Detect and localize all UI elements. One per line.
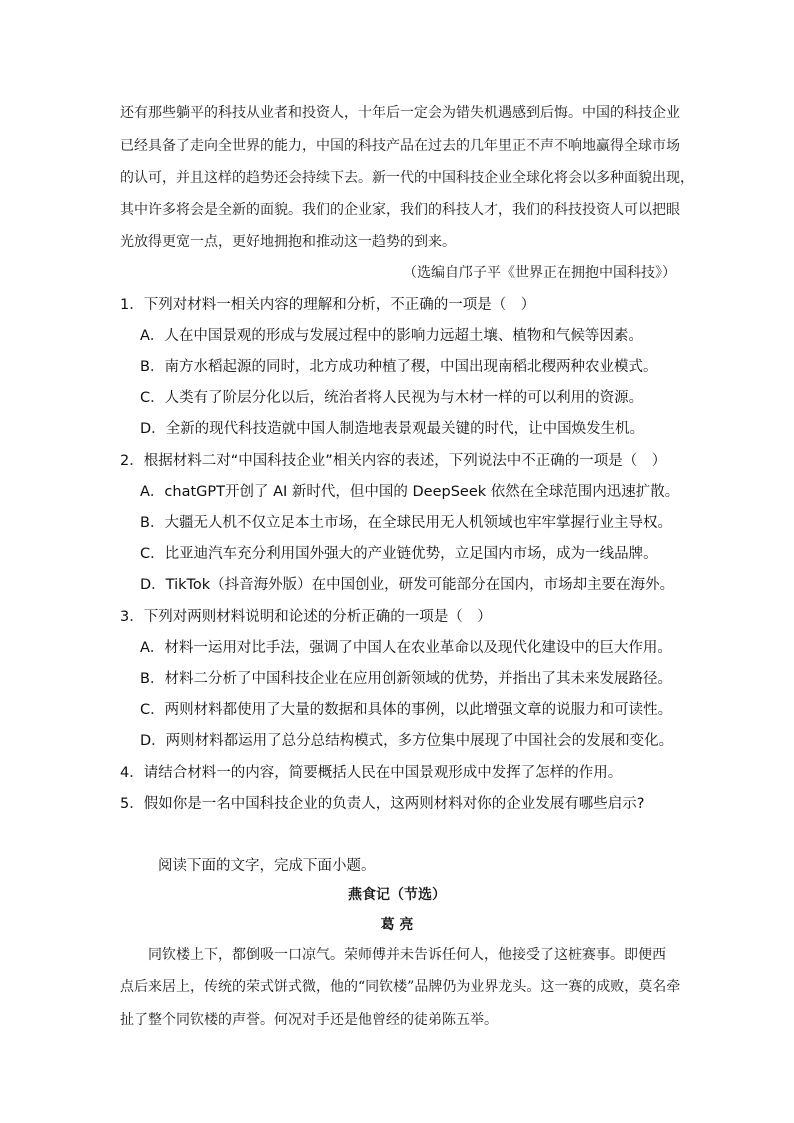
question-1-option-d: D．全新的现代科技造就中国人制造地表景观最关键的时代，让中国焕发生机。 — [140, 421, 645, 437]
question-2-stem: 2．根据材料二对“中国科技企业”相关内容的表述，下列说法中不正确的一项是（ ） — [120, 453, 667, 469]
question-3-option-d: D．两则材料都运用了总分总结构模式，多方位集中展现了中国社会的发展和变化。 — [140, 733, 674, 749]
question-3-option-a: A．材料一运用对比手法，强调了中国人在农业革命以及现代化建设中的巨大作用。 — [140, 640, 672, 656]
reading-author: 葛 亮 — [380, 917, 414, 933]
passage-line-3: 的认可，并且这样的趋势还会持续下去。新一代的中国科技企业全球化将会以多种面貌出现， — [120, 170, 694, 186]
question-1-option-c: C．人类有了阶层分化以后，统治者将人民视为与木材一样的可以利用的资源。 — [140, 390, 644, 406]
reading-instruction: 阅读下面的文字，完成下面小题。 — [158, 858, 376, 874]
question-1-stem: 1．下列对材料一相关内容的理解和分析，不正确的一项是（ ） — [120, 297, 536, 313]
question-3-stem: 3．下列对两则材料说明和论述的分析正确的一项是（ ） — [120, 609, 492, 625]
reading-line-2: 点后来居上，传统的荣式饼式微，他的“同钦楼”品牌仍为业界龙头。这一赛的成败，莫名牵 — [120, 979, 681, 995]
reading-title: 燕食记（节选） — [348, 887, 446, 903]
question-4-stem: 4．请结合材料一的内容，简要概括人民在中国景观形成中发挥了怎样的作用。 — [120, 765, 623, 781]
passage-line-5: 光放得更宽一点，更好地拥抱和推动这一趋势的到来。 — [120, 234, 456, 250]
question-5-stem: 5．假如你是一名中国科技企业的负责人，这两则材料对你的企业发展有哪些启示? — [120, 796, 645, 812]
passage-source: （选编自邝子平《世界正在拥抱中国科技》） — [403, 265, 676, 281]
question-2-option-d: D．TikTok（抖音海外版）在中国创业，研发可能部分在国内，市场却主要在海外。 — [140, 577, 675, 593]
question-3-option-b: B．材料二分析了中国科技企业在应用创新领域的优势，并指出了其未来发展路径。 — [140, 671, 672, 687]
question-2-option-b: B．大疆无人机不仅立足本土市场，在全球民用无人机领域也牢牢掌握行业主导权。 — [140, 515, 672, 531]
passage-line-4: 其中许多将会是全新的面貌。我们的企业家，我们的科技人才，我们的科技投资人可以把眼 — [120, 202, 680, 218]
reading-line-3: 扯了整个同钦楼的声誉。何况对手还是他曾经的徒弟陈五举。 — [120, 1012, 498, 1028]
question-2-option-a: A．chatGPT开创了 AI 新时代，但中国的 DeepSeek 依然在全球范围内迅速扩散。 — [140, 484, 680, 500]
reading-line-1: 同钦楼上下，都倒吸一口凉气。荣师傅并未告诉任何人，他接受了这桩赛事。即便西 — [148, 947, 666, 963]
passage-line-2: 已经具备了走向全世界的能力，中国的科技产品在过去的几年里正不声不响地赢得全球市场 — [120, 138, 680, 154]
passage-line-1: 还有那些躺平的科技从业者和投资人，十年后一定会为错失机遇感到后悔。中国的科技企业 — [120, 105, 680, 121]
question-1-option-b: B．南方水稻起源的同时，北方成功种植了稷，中国出现南稻北稷两种农业模式。 — [140, 359, 658, 375]
question-2-option-c: C．比亚迪汽车充分利用国外强大的产业链优势，立足国内市场，成为一线品牌。 — [140, 546, 658, 562]
question-3-option-c: C．两则材料都使用了大量的数据和具体的事例，以此增强文章的说服力和可读性。 — [140, 702, 673, 718]
question-1-option-a: A．人在中国景观的形成与发展过程中的影响力远超土壤、植物和气候等因素。 — [140, 328, 643, 344]
